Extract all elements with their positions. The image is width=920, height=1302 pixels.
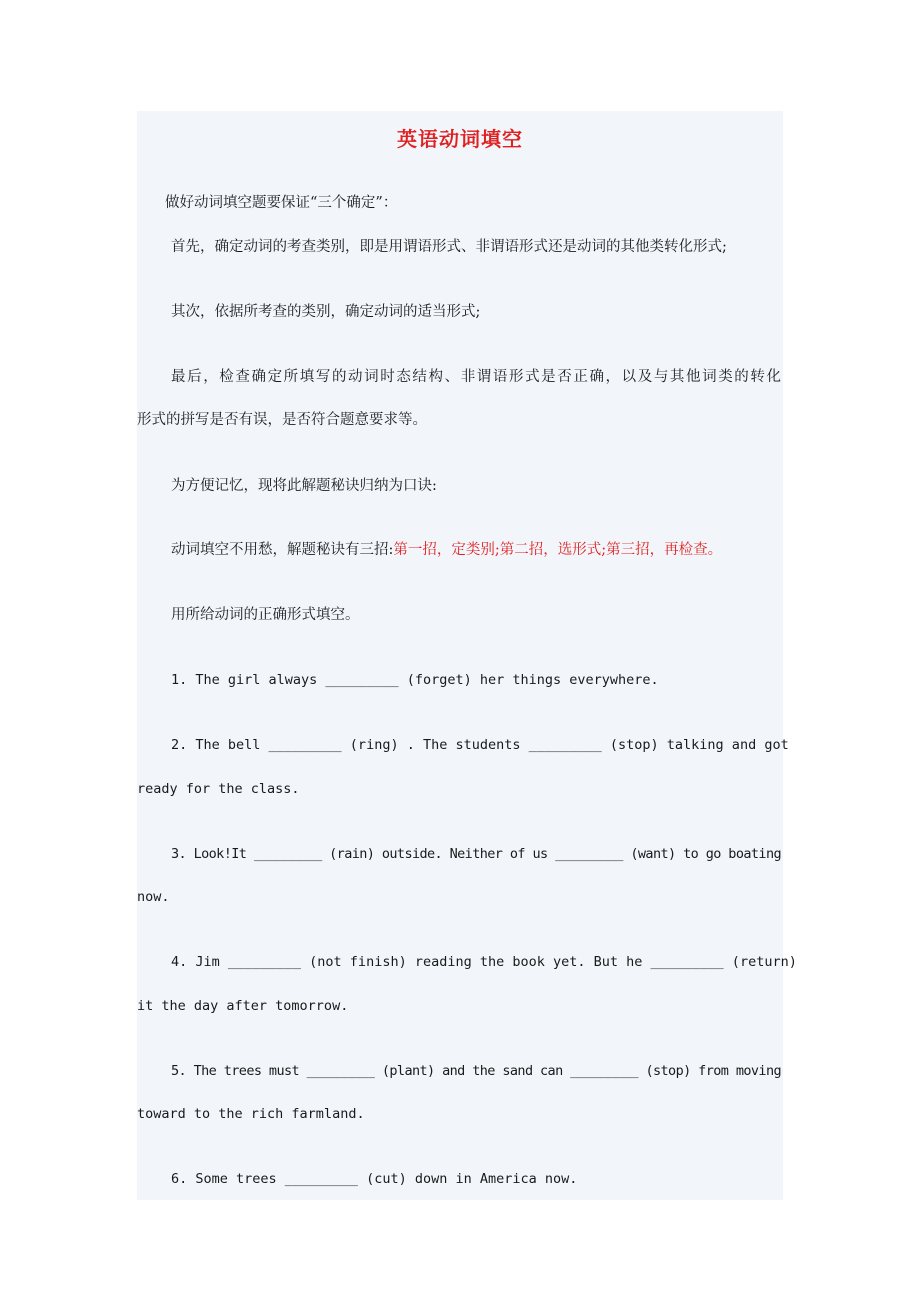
question-4-line1: 4. Jim _________ (not finish) reading the book yet. But he _________ (return)	[171, 954, 797, 970]
question-4-line2: it the day after tomorrow.	[137, 998, 349, 1014]
intro-memo: 为方便记忆，现将此解题秘诀归纳为口诀:	[171, 478, 437, 494]
document-page	[137, 111, 797, 1200]
intro-first-step: 首先，确定动词的考查类别，即是用谓语形式、非谓语形式还是动词的其他类转化形式;	[171, 239, 727, 255]
rhyme-highlight: 第一招，定类别;第二招，选形式;第三招，再检查。	[393, 542, 723, 558]
document-title: 英语动词填空	[397, 127, 523, 151]
question-5-line1: 5. The trees must _________ (plant) and the sand can _________ (stop) from moving	[171, 1063, 781, 1079]
question-2-line1: 2. The bell _________ (ring) . The students _________ (stop) talking and got	[171, 737, 789, 753]
intro-lead: 做好动词填空题要保证“三个确定”：	[165, 195, 398, 211]
question-3-line1: 3. Look!It _________ (rain) outside. Neither of us _________ (want) to go boating	[171, 846, 781, 862]
question-3-line2: now.	[137, 889, 170, 905]
rhyme-prefix: 动词填空不用愁，解题秘诀有三招:	[171, 542, 394, 558]
intro-last-step-line1: 最后，检查确定所填写的动词时态结构、非谓语形式是否正确，以及与其他词类的转化	[171, 369, 781, 385]
question-5-line2: toward to the rich farmland.	[137, 1106, 365, 1122]
question-1: 1. The girl always _________ (forget) her things everywhere.	[171, 672, 659, 688]
intro-second-step: 其次，依据所考查的类别，确定动词的适当形式;	[171, 304, 481, 320]
question-6: 6. Some trees _________ (cut) down in America now.	[171, 1171, 578, 1187]
exercise-instruction: 用所给动词的正确形式填空。	[171, 607, 360, 623]
question-2-line2: ready for the class.	[137, 781, 300, 797]
intro-last-step-line2: 形式的拼写是否有误，是否符合题意要求等。	[137, 412, 427, 428]
intro-rhyme	[137, 540, 817, 560]
